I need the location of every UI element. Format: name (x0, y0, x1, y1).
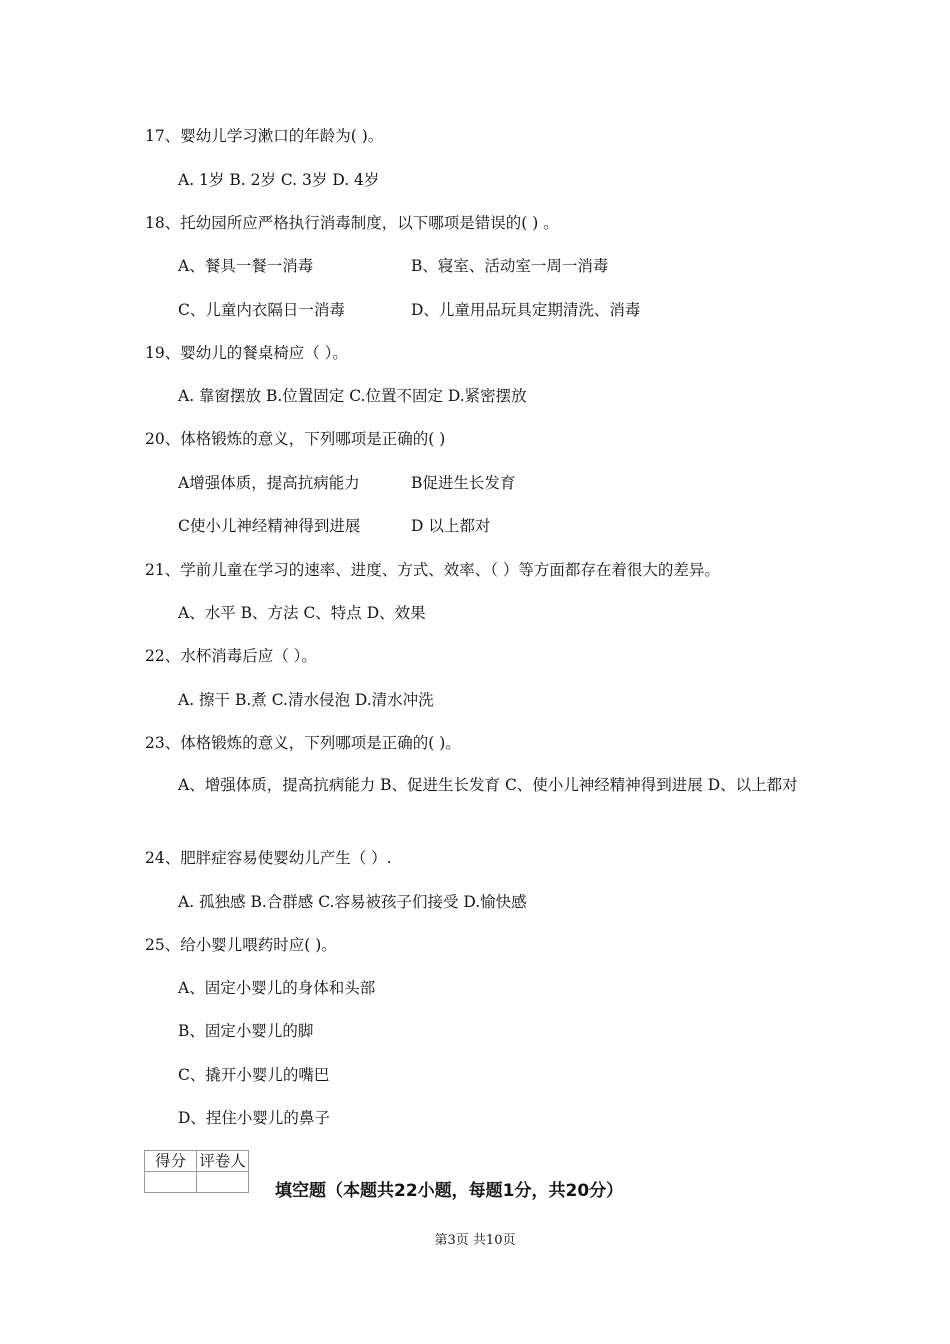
option-a: A、固定小婴儿的身体和头部 (178, 979, 376, 997)
question-stem: 23、体格锻炼的意义，下列哪项是正确的( )。 (145, 734, 461, 752)
question-options: A. 靠窗摆放 B.位置固定 C.位置不固定 D.紧密摆放 (178, 387, 527, 405)
question-stem: 19、婴幼儿的餐桌椅应（ ）。 (145, 344, 348, 362)
score-header: 得分 (145, 1151, 197, 1172)
grader-header: 评卷人 (197, 1151, 249, 1172)
question-stem: 22、水杯消毒后应（ ）。 (145, 647, 317, 665)
question-stem: 18、托幼园所应严格执行消毒制度，以下哪项是错误的( ) 。 (145, 214, 559, 232)
option-a: A增强体质，提高抗病能力 (178, 474, 360, 492)
question-stem: 25、给小婴儿喂药时应( )。 (145, 936, 337, 954)
option-b: B、固定小婴儿的脚 (178, 1022, 314, 1040)
option-c: C使小儿神经精神得到进展 (178, 517, 361, 535)
question-stem: 24、肥胖症容易使婴幼儿产生（ ）. (145, 849, 392, 867)
option-b: B促进生长发育 (411, 474, 516, 492)
question-options: A. 1岁 B. 2岁 C. 3岁 D. 4岁 (178, 171, 380, 189)
option-c: C、撬开小婴儿的嘴巴 (178, 1066, 330, 1084)
option-c: C、儿童内衣隔日一消毒 (178, 301, 345, 319)
score-table (144, 1150, 249, 1193)
question-options: A. 孤独感 B.合群感 C.容易被孩子们接受 D.愉快感 (178, 893, 527, 911)
question-stem: 21、学前儿童在学习的速率、进度、方式、效率、（ ）等方面都存在着很大的差异。 (145, 561, 720, 579)
option-d: D、儿童用品玩具定期清洗、消毒 (411, 301, 641, 319)
question-stem: 17、婴幼儿学习漱口的年龄为( )。 (145, 127, 384, 145)
option-d: D、捏住小婴儿的鼻子 (178, 1109, 330, 1127)
option-b: B、寝室、活动室一周一消毒 (411, 257, 609, 275)
section-title: 填空题（本题共22小题，每题1分，共20分） (275, 1181, 624, 1201)
grader-cell (197, 1172, 249, 1193)
question-options: A、增强体质，提高抗病能力 B、促进生长发育 C、使小儿神经精神得到进展 D、以上都对 (178, 776, 798, 794)
question-options: A. 擦干 B.煮 C.清水侵泡 D.清水冲洗 (178, 691, 434, 709)
question-stem: 20、体格锻炼的意义，下列哪项是正确的( ) (145, 430, 446, 448)
question-options: A、水平 B、方法 C、特点 D、效果 (178, 604, 426, 622)
option-a: A、餐具一餐一消毒 (178, 257, 314, 275)
option-d: D 以上都对 (411, 517, 491, 535)
page-footer: 第3页 共10页 (434, 1233, 516, 1248)
score-cell (145, 1172, 197, 1193)
